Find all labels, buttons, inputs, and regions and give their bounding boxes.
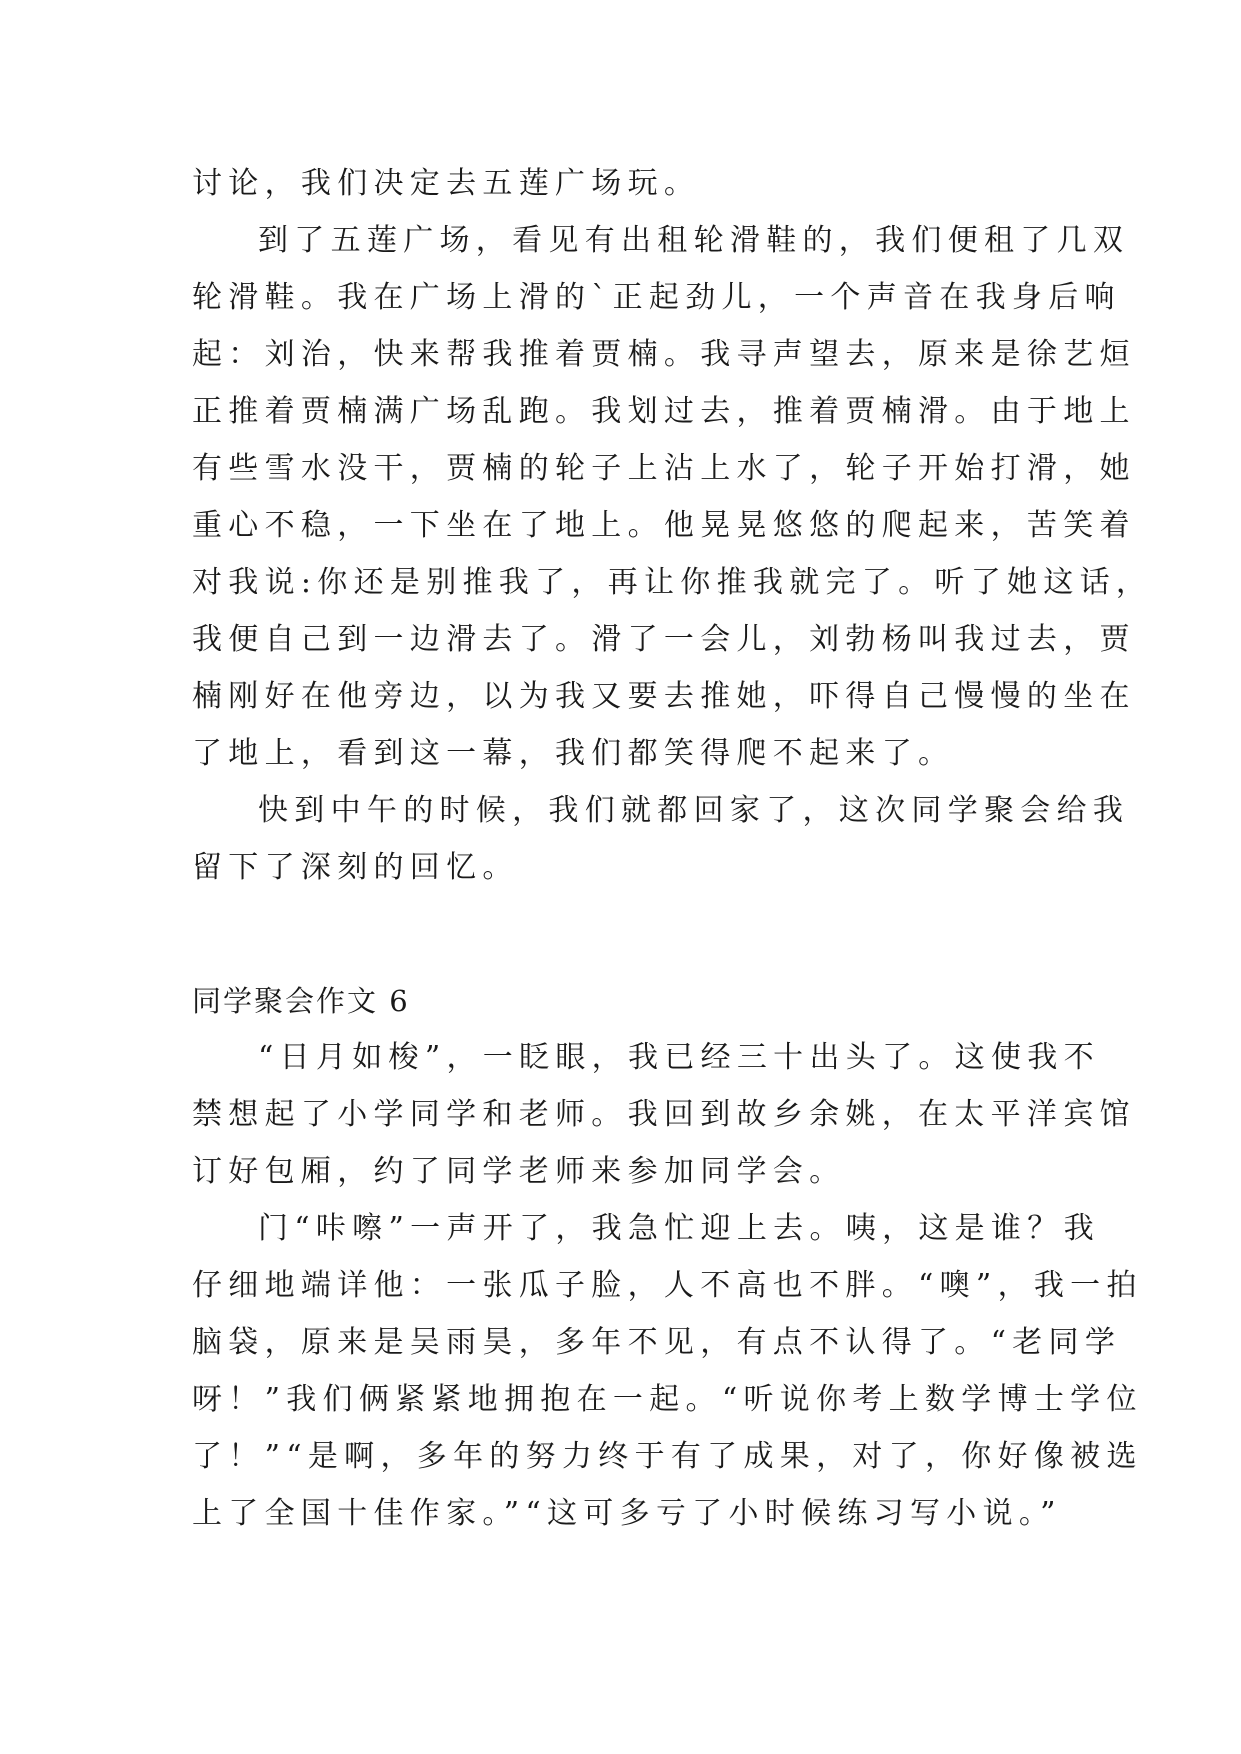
text-line: 正推着贾楠满广场乱跑。我划过去，推着贾楠滑。由于地上	[192, 394, 1136, 429]
text-line: 了地上，看到这一幕，我们都笑得爬不起来了。	[192, 736, 955, 771]
text-line: 讨论，我们决定去五莲广场玩。	[192, 166, 701, 201]
text-line: 订好包厢，约了同学老师来参加同学会。	[192, 1154, 846, 1189]
text-line: 呀！”我们俩紧紧地拥抱在一起。“听说你考上数学博士学位	[192, 1382, 1143, 1417]
text-line: 禁想起了小学同学和老师。我回到故乡余姚，在太平洋宾馆	[192, 1097, 1136, 1132]
text-line: 到了五莲广场，看见有出租轮滑鞋的，我们便租了几双	[258, 223, 1130, 258]
text-line: 上了全国十佳作家。”“这可多亏了小时候练习写小说。”	[192, 1496, 1062, 1531]
text-line: 楠刚好在他旁边，以为我又要去推她，吓得自己慢慢的坐在	[192, 679, 1136, 714]
text-line: 轮滑鞋。我在广场上滑的`正起劲儿，一个声音在我身后响	[192, 280, 1121, 315]
text-line: 留下了深刻的回忆。	[192, 850, 519, 885]
text-line: 对我说:你还是别推我了，再让你推我就完了。听了她这话，	[192, 565, 1153, 600]
text-line: 快到中午的时候，我们就都回家了，这次同学聚会给我	[258, 793, 1130, 828]
section-heading: 同学聚会作文 6	[192, 984, 410, 1018]
text-line: 了！”“是啊，多年的努力终于有了成果，对了，你好像被选	[192, 1439, 1143, 1474]
text-line: “日月如梭”，一眨眼，我已经三十出头了。这使我不	[258, 1040, 1100, 1075]
text-line: 重心不稳，一下坐在了地上。他晃晃悠悠的爬起来，苦笑着	[192, 508, 1136, 543]
text-line: 仔细地端详他：一张瓜子脸，人不高也不胖。“噢”，我一拍	[192, 1268, 1143, 1303]
text-line: 脑袋，原来是吴雨昊，多年不见，有点不认得了。“老同学	[192, 1325, 1122, 1360]
text-line: 我便自己到一边滑去了。滑了一会儿，刘勃杨叫我过去，贾	[192, 622, 1136, 657]
text-line: 有些雪水没干，贾楠的轮子上沾上水了，轮子开始打滑，她	[192, 451, 1136, 486]
text-line: 门“咔嚓”一声开了，我急忙迎上去。咦，这是谁？我	[258, 1211, 1100, 1246]
text-line: 起：刘治，快来帮我推着贾楠。我寻声望去，原来是徐艺烜	[192, 337, 1136, 372]
